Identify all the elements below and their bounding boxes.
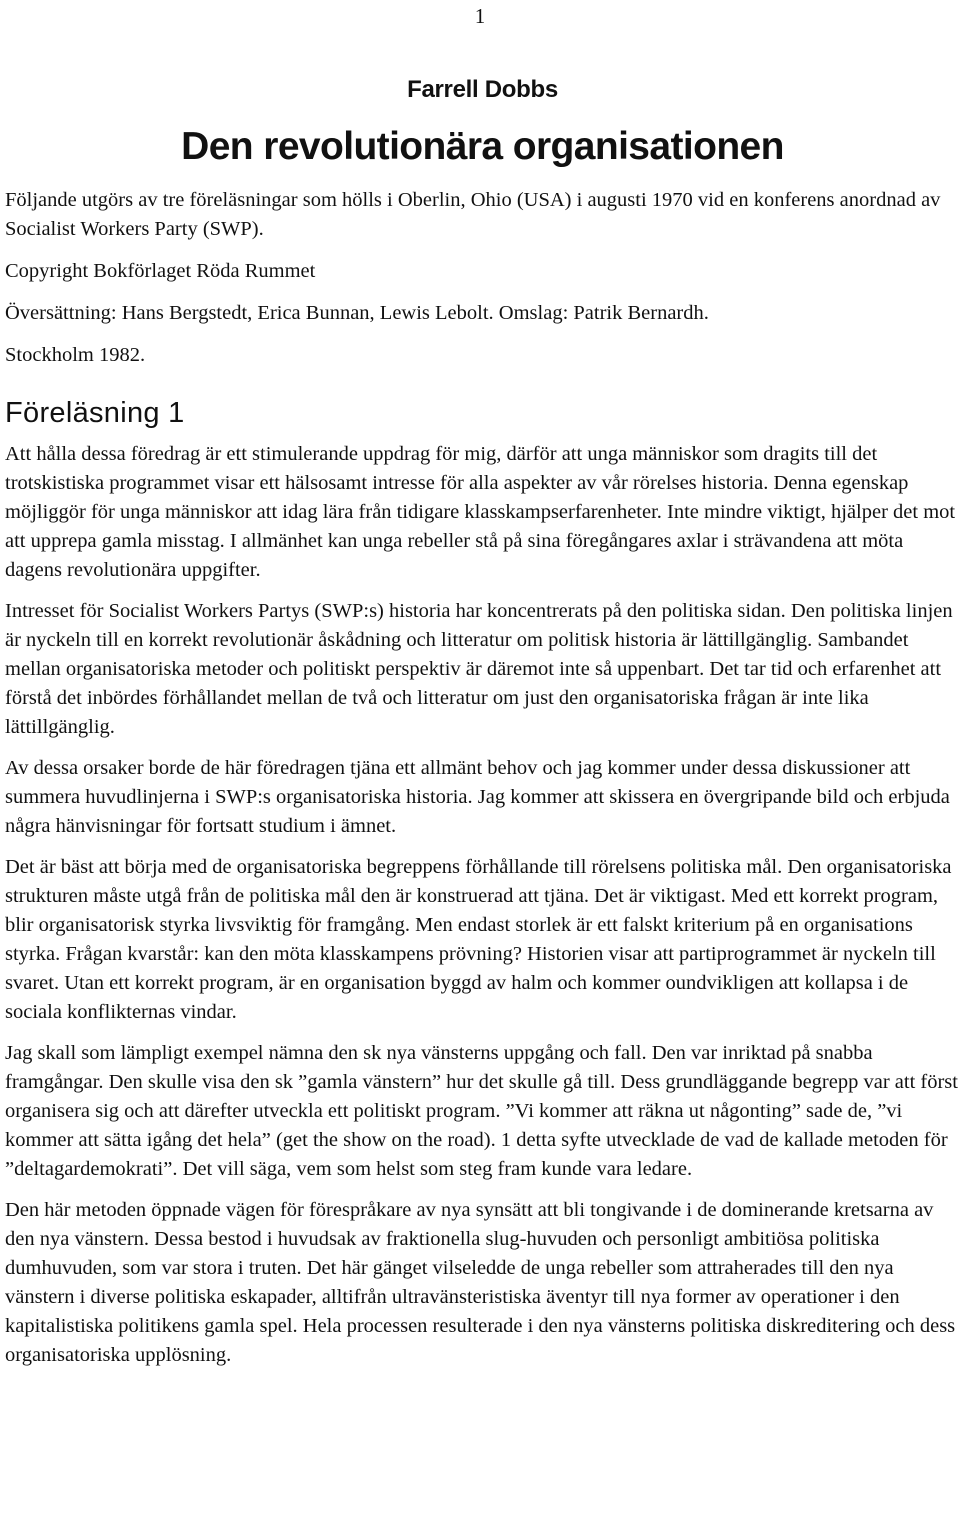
paragraph: Intresset för Socialist Workers Partys (SWP:s) historia har koncentrerats på den politiska sidan. Den politiska linjen är nyckeln till en korrekt revolutionär åskådning och litteratur om politisk historia är lättillgänglig. Sambandet mellan organisatoriska metoder och politiskt perspektiv är däremot inte så uppenbart. Det tar tid och erfarenhet att förstå det inbördes förhållandet mellan de två och litteratur om just den organisatoriska frågan är inte lika lättillgänglig. xyxy=(5,600,953,738)
section-heading: Föreläsning 1 xyxy=(5,397,185,429)
lecture-body xyxy=(5,440,960,1382)
paragraph: Av dessa orsaker borde de här föredragen tjäna ett allmänt behov och jag kommer under dessa diskussioner att summera huvudlinjerna i SWP:s organisatoriska historia. Jag kommer att skissera en övergripande bild och erbjuda några hänvisningar för fortsatt studium i ämnet. xyxy=(5,757,950,837)
intro-block xyxy=(5,186,955,383)
credits-line: Översättning: Hans Bergstedt, Erica Bunnan, Lewis Lebolt. Omslag: Patrik Bernardh. xyxy=(5,302,709,324)
place-year-line: Stockholm 1982. xyxy=(5,344,146,366)
intro-description: Följande utgörs av tre föreläsningar som hölls i Oberlin, Ohio (USA) i augusti 1970 vid en konferens anordnad av Socialist Workers Party (SWP). xyxy=(5,189,941,240)
author-name: Farrell Dobbs xyxy=(407,76,558,103)
paragraph: Jag skall som lämpligt exempel nämna den sk nya vänsterns uppgång och fall. Den var inriktad på snabba framgångar. Den skulle visa den sk ”gamla vänstern” hur det skulle gå till. Dess grundläggande begrepp var att först organisera sig och att därefter utveckla ett politiskt program. ”Vi kommer att räkna ut någonting” sade de, ”vi kommer att sätta igång det hela” (get the show on the road). 1 detta syfte utvecklade de vad de kallade metoden för ”deltagardemokrati”. Det vill säga, vem som helst som steg fram kunde vara ledare. xyxy=(5,1042,958,1180)
document-title: Den revolutionära organisationen xyxy=(181,125,784,168)
copyright-line: Copyright Bokförlaget Röda Rummet xyxy=(5,260,316,282)
paragraph: Att hålla dessa föredrag är ett stimulerande uppdrag för mig, därför att unga människor som dragits till det trotskistiska programmet visar ett hälsosamt intresse för alla aspekter av vår rörelses historia. Denna egenskap möjliggör för unga människor att idag lära från tidigare klasskampserfarenheter. Inte mindre viktigt, hjälper det mot att upprepa gamla misstag. I allmänhet kan unga rebeller stå på sina föregångares axlar i strävandena att möta dagens revolutionära uppgifter. xyxy=(5,443,956,581)
paragraph: Det är bäst att börja med de organisatoriska begreppens förhållande till rörelsens politiska mål. Den organisatoriska strukturen måste utgå från de politiska mål den är konstruerad att tjäna. Det är viktigast. Med ett korrekt program, blir organisatorisk styrka livsviktig för framgång. Men endast storlek är ett falskt kriterium på en organisations styrka. Frågan kvarstår: kan den möta klasskampens prövning? Historien visar att partiprogrammet är nyckeln till svaret. Utan ett korrekt program, är en organisation byggd av halm och kommer oundvikligen att kollapsa i de sociala konflikternas vindar. xyxy=(5,856,952,1023)
page-number: 1 xyxy=(474,4,486,28)
paragraph: Den här metoden öppnade vägen för förespråkare av nya synsätt att bli tongivande i de dominerande kretsarna av den nya vänstern. Dessa bestod i huvudsak av fraktionella slug-huvuden och personligt ambitiösa politiska dumhuvuden, som var stora i truten. Det här gänget vilseledde de unga rebeller som attraherades till den nya vänstern i diverse politiska eskapader, alltifrån ultravänsteristiska äventyr till nya former av operationer i den kapitalistiska politikens gamla spel. Hela processen resulterade i den nya vänsterns politiska diskreditering och dess organisatoriska upplösning. xyxy=(5,1199,956,1366)
